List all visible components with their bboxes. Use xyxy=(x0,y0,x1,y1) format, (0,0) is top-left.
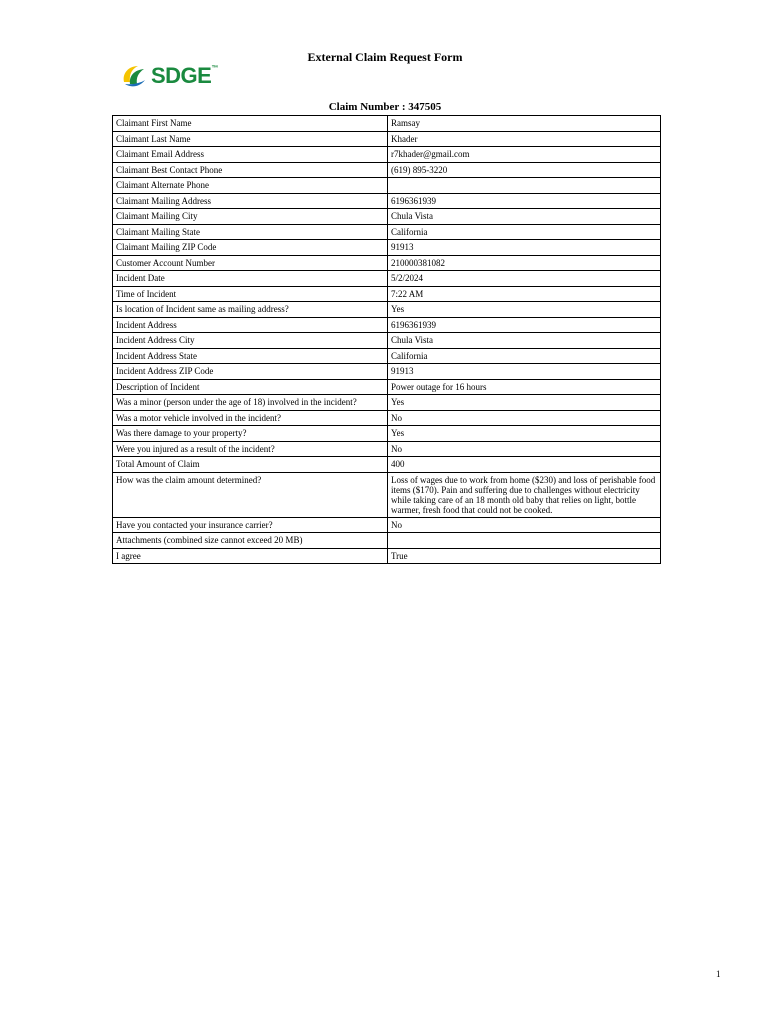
field-label: Attachments (combined size cannot exceed 20 MB) xyxy=(113,533,388,549)
field-value xyxy=(388,178,661,194)
sdge-logo xyxy=(120,62,218,90)
field-label: Claimant First Name xyxy=(113,116,388,132)
table-row xyxy=(113,457,661,473)
field-label: Claimant Mailing City xyxy=(113,209,388,225)
table-row xyxy=(113,178,661,194)
table-row xyxy=(113,410,661,426)
field-value: Chula Vista xyxy=(388,209,661,225)
field-value: California xyxy=(388,348,661,364)
field-value: r7khader@gmail.com xyxy=(388,147,661,163)
table-row xyxy=(113,348,661,364)
field-value: Ramsay xyxy=(388,116,661,132)
field-value: 91913 xyxy=(388,364,661,380)
field-value: True xyxy=(388,548,661,564)
field-label: How was the claim amount determined? xyxy=(113,472,388,517)
field-label: Description of Incident xyxy=(113,379,388,395)
form-title: External Claim Request Form xyxy=(307,50,463,64)
field-label: Claimant Mailing Address xyxy=(113,193,388,209)
table-row xyxy=(113,162,661,178)
field-label: Claimant Mailing ZIP Code xyxy=(113,240,388,256)
table-row xyxy=(113,224,661,240)
table-row xyxy=(113,116,661,132)
table-row xyxy=(113,209,661,225)
table-row xyxy=(113,193,661,209)
field-value: 91913 xyxy=(388,240,661,256)
field-label: Claimant Email Address xyxy=(113,147,388,163)
table-row xyxy=(113,271,661,287)
field-label: Claimant Mailing State xyxy=(113,224,388,240)
field-label: Incident Date xyxy=(113,271,388,287)
field-value: 5/2/2024 xyxy=(388,271,661,287)
field-value: Yes xyxy=(388,426,661,442)
field-value: 6196361939 xyxy=(388,317,661,333)
table-row xyxy=(113,548,661,564)
sdge-logo-icon xyxy=(120,62,148,90)
field-label: Is location of Incident same as mailing address? xyxy=(113,302,388,318)
field-value: 6196361939 xyxy=(388,193,661,209)
table-row xyxy=(113,441,661,457)
field-label: Was a motor vehicle involved in the incident? xyxy=(113,410,388,426)
claim-details-table xyxy=(112,115,661,564)
table-row xyxy=(113,395,661,411)
table-row xyxy=(113,147,661,163)
field-label: Was a minor (person under the age of 18) involved in the incident? xyxy=(113,395,388,411)
table-row xyxy=(113,302,661,318)
table-row xyxy=(113,364,661,380)
field-value: No xyxy=(388,441,661,457)
field-label: Claimant Alternate Phone xyxy=(113,178,388,194)
field-label: Claimant Last Name xyxy=(113,131,388,147)
field-value: No xyxy=(388,410,661,426)
field-label: I agree xyxy=(113,548,388,564)
field-label: Incident Address xyxy=(113,317,388,333)
table-row xyxy=(113,517,661,533)
claim-number: Claim Number : 347505 xyxy=(328,101,442,113)
field-label: Was there damage to your property? xyxy=(113,426,388,442)
field-label: Were you injured as a result of the incident? xyxy=(113,441,388,457)
field-value: 210000381082 xyxy=(388,255,661,271)
table-row xyxy=(113,333,661,349)
field-label: Customer Account Number xyxy=(113,255,388,271)
field-label: Incident Address City xyxy=(113,333,388,349)
table-row xyxy=(113,426,661,442)
table-row xyxy=(113,472,661,517)
table-row xyxy=(113,317,661,333)
field-value: Chula Vista xyxy=(388,333,661,349)
field-value: No xyxy=(388,517,661,533)
field-value: Loss of wages due to work from home ($230) and loss of perishable food items ($170). Pain and suffering due to challenges without electricity while taking care of an 18 month old baby that relies on light, bottle warmer, fresh food that could not be cooked. xyxy=(388,472,661,517)
table-row xyxy=(113,286,661,302)
field-label: Total Amount of Claim xyxy=(113,457,388,473)
field-label: Time of Incident xyxy=(113,286,388,302)
field-label: Claimant Best Contact Phone xyxy=(113,162,388,178)
table-row xyxy=(113,255,661,271)
table-row xyxy=(113,131,661,147)
table-row xyxy=(113,533,661,549)
field-label: Incident Address State xyxy=(113,348,388,364)
sdge-logo-text: SDGE™ xyxy=(151,63,218,88)
field-value: 400 xyxy=(388,457,661,473)
field-value xyxy=(388,533,661,549)
field-label: Incident Address ZIP Code xyxy=(113,364,388,380)
field-value: California xyxy=(388,224,661,240)
field-value: (619) 895-3220 xyxy=(388,162,661,178)
field-value: Power outage for 16 hours xyxy=(388,379,661,395)
table-row xyxy=(113,240,661,256)
field-label: Have you contacted your insurance carrier? xyxy=(113,517,388,533)
field-value: 7:22 AM xyxy=(388,286,661,302)
table-row xyxy=(113,379,661,395)
field-value: Yes xyxy=(388,302,661,318)
field-value: Yes xyxy=(388,395,661,411)
field-value: Khader xyxy=(388,131,661,147)
page-number: 1 xyxy=(716,969,721,979)
